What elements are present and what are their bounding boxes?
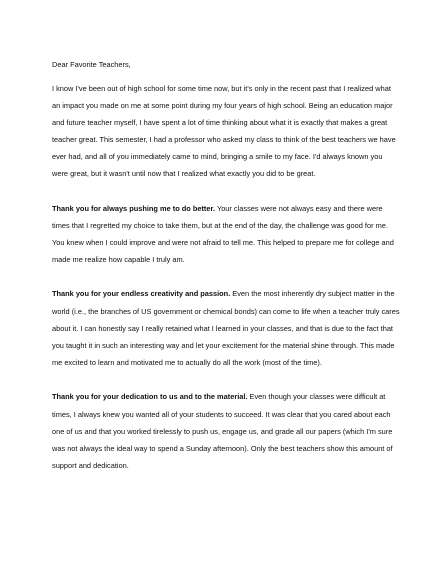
paragraph-body: Even though your classes were difficult at times, I always knew you wanted all of your students to succeed. It was clear that you cared about each one of us and that you worked tirelessly to push us, engage us, and grade all our papers (which I'm sure was not always the ideal way to spend a Sunday afternoon). Only the best teachers show this amount of support and dedication. bbox=[52, 392, 393, 470]
paragraph-body: Even the most inherently dry subject matter in the world (i.e., the branches of US government or chemical bonds) can come to life when a teacher truly cares about it. I can honestly say I really retained what I learned in your classes, and that is due to the fact that you taught it in such an interesting way and let your excitement for the material shine through. This made me excited to learn and motivated me to actually do all the work (most of the time). bbox=[52, 289, 400, 367]
paragraph-lead: Thank you for your endless creativity and passion. bbox=[52, 289, 231, 299]
salutation: Dear Favorite Teachers, bbox=[52, 60, 131, 69]
paragraph-lead: Thank you for always pushing me to do better. bbox=[52, 203, 216, 213]
paragraph-body: Your classes were not always easy and there were times that I regretted my choice to take them, but at the end of the day, the challenge was good for me. You knew when I could improve and were not afraid to tell me. This helped to prepare me for college and made me realize how capable I truly am. bbox=[52, 203, 394, 264]
paragraph-body: I know I've been out of high school for some time now, but it's only in the recent past that I realized what an impact you made on me at some point during my four years of high school. Being an education major and future teacher myself, I have spent a lot of time thinking about what it is exactly that makes a great teacher great. This semester, I had a professor who asked my class to think of the best teachers we have ever had, and all of you immediately came to mind, bringing a smile to my face. I'd always known you were great, but it wasn't until now that I realized what exactly you did to be great. bbox=[52, 83, 396, 178]
paragraph-creativity bbox=[52, 285, 400, 370]
paragraph-dedication bbox=[52, 388, 400, 473]
paragraph-lead: Thank you for your dedication to us and to the material. bbox=[52, 392, 248, 402]
paragraph-intro bbox=[52, 80, 400, 183]
paragraph-pushing bbox=[52, 200, 400, 268]
